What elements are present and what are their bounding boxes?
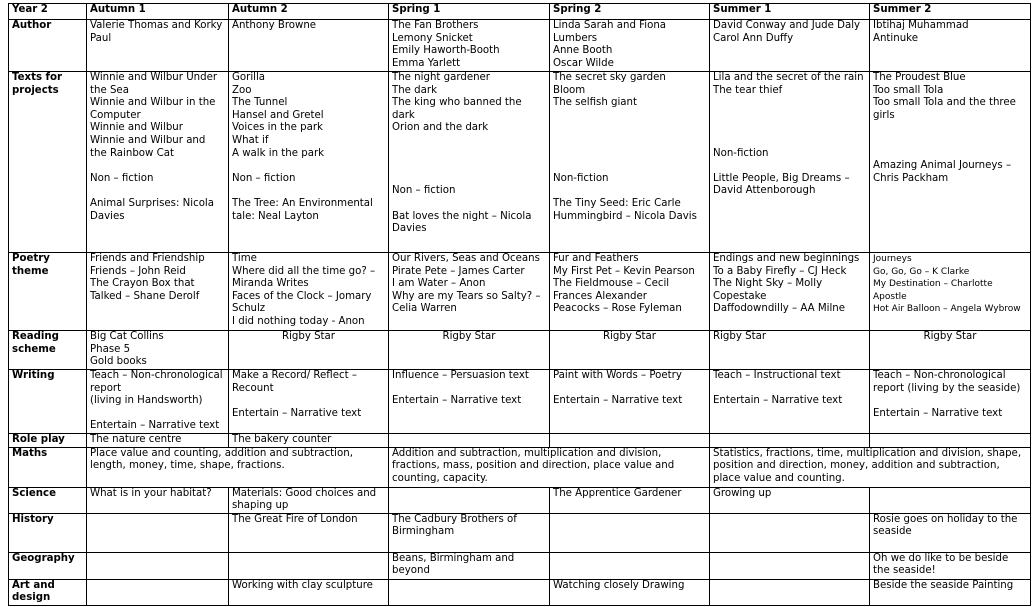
cell-line: The king who banned the dark bbox=[392, 97, 522, 121]
row-history bbox=[9, 513, 1031, 552]
cell-art-autumn2: Working with clay sculpture bbox=[229, 579, 389, 605]
cell-line bbox=[873, 135, 1027, 148]
cell-line: Hansel and Gretel bbox=[232, 109, 324, 121]
cell-line: Daffodowndilly – AA Milne bbox=[713, 303, 846, 315]
cell-line: What if bbox=[232, 134, 269, 146]
cell-line: Voices in the park bbox=[232, 122, 323, 134]
header-spring1: Spring 1 bbox=[389, 4, 550, 20]
cell-line: The tear thief bbox=[713, 84, 783, 96]
row-label-geography: Geography bbox=[9, 552, 87, 579]
header-summer1: Summer 1 bbox=[710, 4, 870, 20]
cell-line: The Tree: An Environmental tale: Neal Layton bbox=[232, 197, 373, 222]
cell-line: Winnie and Wilbur Under the Sea bbox=[90, 72, 218, 96]
cell-line: Hot Air Balloon – Angela Wybrow bbox=[873, 304, 1021, 315]
cell-line: Bloom bbox=[553, 84, 586, 96]
row-label-science: Science bbox=[9, 487, 87, 513]
cell-line bbox=[553, 148, 706, 161]
cell-line: Entertain – Narrative text bbox=[90, 420, 220, 432]
cell-line: Non – fiction bbox=[232, 172, 296, 184]
cell-line: The Night Sky – Molly Copestake bbox=[713, 278, 823, 302]
header-autumn2: Autumn 2 bbox=[229, 4, 389, 20]
cell-poetry-autumn1 bbox=[87, 253, 229, 331]
header-summer2: Summer 2 bbox=[870, 4, 1031, 20]
cell-writing-autumn1 bbox=[87, 370, 229, 434]
cell-line: Bat loves the night – Nicola Davies bbox=[392, 210, 532, 235]
cell-line: Gold books bbox=[90, 356, 147, 368]
cell-line: Emma Yarlett bbox=[392, 57, 461, 69]
cell-line: Amazing Animal Journeys – Chris Packham bbox=[873, 160, 1012, 184]
header-spring2: Spring 2 bbox=[550, 4, 710, 20]
cell-texts-spring1 bbox=[389, 72, 550, 253]
cell-line bbox=[873, 148, 1027, 161]
cell-line: I am Water – Anon bbox=[392, 278, 486, 290]
cell-line: Journeys bbox=[873, 254, 912, 264]
cell-line bbox=[90, 160, 225, 173]
cell-line bbox=[232, 160, 385, 173]
cell-line: Zoo bbox=[232, 84, 252, 96]
cell-line: Time bbox=[232, 253, 257, 264]
cell-texts-autumn2 bbox=[229, 72, 389, 253]
cell-line: Little People, Big Dreams – David Attenborough bbox=[713, 172, 850, 197]
cell-line: I did nothing today - Anon bbox=[232, 315, 365, 327]
cell-line: The Crayon Box that Talked – Shane Derolf bbox=[90, 278, 200, 302]
cell-line bbox=[392, 383, 546, 396]
cell-line: Teach – Instructional text bbox=[713, 370, 841, 381]
cell-line: A walk in the park bbox=[232, 147, 325, 159]
cell-line: Entertain – Narrative text bbox=[553, 395, 683, 407]
cell-roleplay-summer2 bbox=[870, 434, 1031, 448]
cell-line: To a Baby Firefly – CJ Heck bbox=[713, 265, 847, 277]
row-science bbox=[9, 487, 1031, 513]
cell-art-spring2: Watching closely Drawing bbox=[550, 579, 710, 605]
row-roleplay bbox=[9, 434, 1031, 448]
row-geography bbox=[9, 552, 1031, 579]
cell-reading-spring2: Rigby Star bbox=[550, 331, 710, 370]
cell-line bbox=[232, 185, 385, 198]
cell-author-summer1 bbox=[710, 20, 870, 72]
cell-line: Faces of the Clock – Jomary Schulz bbox=[232, 290, 372, 315]
cell-line: Lemony Snicket bbox=[392, 32, 473, 44]
cell-line bbox=[553, 122, 706, 135]
cell-line: The Tiny Seed: Eric Carle bbox=[553, 197, 681, 209]
header-row bbox=[9, 4, 1031, 20]
cell-reading-autumn1 bbox=[87, 331, 229, 370]
header-year: Year 2 bbox=[9, 4, 87, 20]
cell-line bbox=[873, 122, 1027, 135]
cell-science-autumn1: What is in your habitat? bbox=[87, 487, 229, 513]
cell-line: My First Pet – Kevin Pearson bbox=[553, 265, 695, 277]
cell-line: Ibtihaj Muhammad bbox=[873, 20, 969, 31]
header-autumn1: Autumn 1 bbox=[87, 4, 229, 20]
cell-line: Entertain – Narrative text bbox=[232, 407, 362, 419]
cell-history-summer2: Rosie goes on holiday to the seaside bbox=[870, 513, 1031, 552]
cell-reading-spring1: Rigby Star bbox=[389, 331, 550, 370]
row-label-writing: Writing bbox=[9, 370, 87, 434]
cell-line: Friends and Friendship bbox=[90, 253, 205, 264]
cell-writing-summer2 bbox=[870, 370, 1031, 434]
cell-line: Non-fiction bbox=[713, 147, 769, 159]
cell-roleplay-autumn2: The bakery counter bbox=[229, 434, 389, 448]
cell-line: Emily Haworth-Booth bbox=[392, 45, 500, 57]
cell-roleplay-spring2 bbox=[550, 434, 710, 448]
cell-roleplay-summer1 bbox=[710, 434, 870, 448]
cell-line: Phase 5 bbox=[90, 343, 131, 355]
cell-line: Where did all the time go? – Miranda Writes bbox=[232, 265, 376, 290]
cell-line bbox=[553, 110, 706, 123]
cell-writing-summer1 bbox=[710, 370, 870, 434]
cell-roleplay-spring1 bbox=[389, 434, 550, 448]
cell-line: Peacocks – Rose Fyleman bbox=[553, 303, 682, 315]
cell-line: Influence – Persuasion text bbox=[392, 370, 529, 381]
cell-line: Non – fiction bbox=[90, 172, 154, 184]
cell-line bbox=[90, 408, 225, 421]
cell-line: Non-fiction bbox=[553, 172, 609, 184]
row-label-reading: Reading scheme bbox=[9, 331, 87, 370]
cell-poetry-summer2 bbox=[870, 253, 1031, 331]
row-reading bbox=[9, 331, 1031, 370]
cell-poetry-summer1 bbox=[710, 253, 870, 331]
cell-history-summer1 bbox=[710, 513, 870, 552]
row-writing bbox=[9, 370, 1031, 434]
cell-line: The dark bbox=[392, 84, 437, 96]
cell-line: David Conway and Jude Daly bbox=[713, 20, 861, 31]
cell-line bbox=[392, 135, 546, 148]
cell-line: Orion and the dark bbox=[392, 122, 489, 134]
cell-author-autumn1 bbox=[87, 20, 229, 72]
cell-line bbox=[392, 148, 546, 161]
cell-writing-autumn2 bbox=[229, 370, 389, 434]
cell-author-spring2 bbox=[550, 20, 710, 72]
cell-line bbox=[713, 122, 866, 135]
cell-line: The selfish giant bbox=[553, 97, 638, 109]
cell-geography-spring2 bbox=[550, 552, 710, 579]
cell-history-spring2 bbox=[550, 513, 710, 552]
cell-line: Pirate Pete – James Carter bbox=[392, 265, 525, 277]
cell-line: Non – fiction bbox=[392, 185, 456, 197]
cell-line: Valerie Thomas and Korky Paul bbox=[90, 20, 223, 44]
row-label-texts: Texts for projects bbox=[9, 72, 87, 253]
cell-line bbox=[90, 185, 225, 198]
cell-line: Teach – Non-chronological report (living by the seaside) bbox=[873, 370, 1021, 394]
row-label-maths: Maths bbox=[9, 447, 87, 487]
cell-texts-autumn1 bbox=[87, 72, 229, 253]
cell-history-autumn1 bbox=[87, 513, 229, 552]
cell-line: Winnie and Wilbur in the Computer bbox=[90, 97, 216, 121]
cell-geography-autumn2 bbox=[229, 552, 389, 579]
cell-line bbox=[713, 110, 866, 123]
cell-author-spring1 bbox=[389, 20, 550, 72]
cell-line bbox=[392, 173, 546, 186]
cell-line bbox=[553, 160, 706, 173]
cell-line: Entertain – Narrative text bbox=[713, 395, 843, 407]
cell-line: Go, Go, Go – K Clarke bbox=[873, 266, 970, 277]
cell-line: The night gardener bbox=[392, 72, 490, 83]
row-art bbox=[9, 579, 1031, 605]
row-label-history: History bbox=[9, 513, 87, 552]
cell-line: Too small Tola bbox=[873, 84, 944, 96]
cell-line: Our Rivers, Seas and Oceans bbox=[392, 253, 540, 264]
row-texts bbox=[9, 72, 1031, 253]
cell-line: Antinuke bbox=[873, 32, 918, 44]
cell-line: The secret sky garden bbox=[553, 72, 666, 83]
cell-art-summer1 bbox=[710, 579, 870, 605]
cell-line: Endings and new beginnings bbox=[713, 253, 860, 264]
cell-line: Too small Tola and the three girls bbox=[873, 97, 1016, 121]
cell-roleplay-autumn1: The nature centre bbox=[87, 434, 229, 448]
cell-texts-summer2 bbox=[870, 72, 1031, 253]
cell-geography-autumn1 bbox=[87, 552, 229, 579]
cell-history-autumn2: The Great Fire of London bbox=[229, 513, 389, 552]
cell-line bbox=[553, 185, 706, 198]
cell-reading-summer2: Rigby Star bbox=[870, 331, 1031, 370]
cell-geography-summer2: Oh we do like to be beside the seaside! bbox=[870, 552, 1031, 579]
cell-maths-spring: Addition and subtraction, multiplication and division, fractions, mass, position and direction, place value and counting, capacity. bbox=[389, 447, 710, 487]
cell-texts-summer1 bbox=[710, 72, 870, 253]
cell-line: Teach – Non-chronological report bbox=[90, 370, 223, 394]
cell-line bbox=[553, 135, 706, 148]
cell-maths-summer: Statistics, fractions, time, multiplication and division, shape, position and direction, money, addition and subtraction, place value and counting. bbox=[710, 447, 1031, 487]
row-poetry bbox=[9, 253, 1031, 331]
cell-line: Entertain – Narrative text bbox=[873, 407, 1003, 419]
cell-science-summer2 bbox=[870, 487, 1031, 513]
cell-writing-spring1 bbox=[389, 370, 550, 434]
cell-line: Anthony Browne bbox=[232, 20, 317, 31]
cell-writing-spring2 bbox=[550, 370, 710, 434]
cell-poetry-spring2 bbox=[550, 253, 710, 331]
cell-art-spring1 bbox=[389, 579, 550, 605]
cell-line: Lila and the secret of the rain bbox=[713, 72, 864, 83]
cell-line: Big Cat Collins bbox=[90, 331, 164, 342]
cell-art-autumn1 bbox=[87, 579, 229, 605]
cell-history-spring1: The Cadbury Brothers of Birmingham bbox=[389, 513, 550, 552]
cell-line bbox=[232, 395, 385, 408]
cell-science-autumn2: Materials: Good choices and shaping up bbox=[229, 487, 389, 513]
cell-line: Gorilla bbox=[232, 72, 266, 83]
cell-line: Oscar Wilde bbox=[553, 57, 614, 69]
cell-line bbox=[713, 383, 866, 396]
cell-reading-autumn2: Rigby Star bbox=[229, 331, 389, 370]
cell-line bbox=[873, 395, 1027, 408]
cell-line: Paint with Words – Poetry bbox=[553, 370, 682, 381]
cell-line: Fur and Feathers bbox=[553, 253, 639, 264]
cell-line: The Tunnel bbox=[232, 97, 288, 109]
cell-line: Why are my Tears so Salty? – Celia Warren bbox=[392, 290, 541, 315]
row-label-poetry: Poetry theme bbox=[9, 253, 87, 331]
cell-texts-spring2 bbox=[550, 72, 710, 253]
curriculum-table bbox=[8, 3, 1031, 606]
cell-maths-autumn: Place value and counting, addition and subtraction, length, money, time, shape, fractions. bbox=[87, 447, 389, 487]
cell-geography-spring1: Beans, Birmingham and beyond bbox=[389, 552, 550, 579]
cell-line: My Destination – Charlotte Apostle bbox=[873, 279, 993, 302]
cell-line: The Fieldmouse – Cecil Frances Alexander bbox=[553, 278, 670, 302]
cell-science-spring1 bbox=[389, 487, 550, 513]
cell-line: The Proudest Blue bbox=[873, 72, 966, 83]
cell-line: Hummingbird – Nicola Davis bbox=[553, 210, 697, 222]
cell-geography-summer1 bbox=[710, 552, 870, 579]
cell-line bbox=[392, 160, 546, 173]
row-maths bbox=[9, 447, 1031, 487]
cell-reading-summer1: Rigby Star bbox=[710, 331, 870, 370]
cell-art-summer2: Beside the seaside Painting bbox=[870, 579, 1031, 605]
row-author bbox=[9, 20, 1031, 72]
cell-line: Linda Sarah and Fiona Lumbers bbox=[553, 20, 667, 44]
cell-line: Carol Ann Duffy bbox=[713, 32, 794, 44]
cell-line: Make a Record/ Reflect – Recount bbox=[232, 370, 357, 394]
cell-line: Animal Surprises: Nicola Davies bbox=[90, 197, 215, 222]
cell-line: Anne Booth bbox=[553, 45, 613, 57]
cell-line: Friends – John Reid bbox=[90, 265, 186, 277]
row-label-author: Author bbox=[9, 20, 87, 72]
cell-line: Entertain – Narrative text bbox=[392, 395, 522, 407]
cell-science-spring2: The Apprentice Gardener bbox=[550, 487, 710, 513]
cell-line bbox=[553, 383, 706, 396]
cell-line: (living in Handsworth) bbox=[90, 395, 203, 407]
cell-author-summer2 bbox=[870, 20, 1031, 72]
cell-line: Winnie and Wilbur and the Rainbow Cat bbox=[90, 134, 206, 159]
cell-author-autumn2 bbox=[229, 20, 389, 72]
cell-line bbox=[713, 135, 866, 148]
cell-science-summer1: Growing up bbox=[710, 487, 870, 513]
cell-line bbox=[713, 160, 866, 173]
cell-poetry-spring1 bbox=[389, 253, 550, 331]
cell-poetry-autumn2 bbox=[229, 253, 389, 331]
row-label-roleplay: Role play bbox=[9, 434, 87, 448]
cell-line: The Fan Brothers bbox=[392, 20, 479, 31]
row-label-art: Art and design bbox=[9, 579, 87, 605]
cell-line bbox=[713, 97, 866, 110]
cell-line bbox=[392, 198, 546, 211]
cell-line: Winnie and Wilbur bbox=[90, 122, 183, 134]
